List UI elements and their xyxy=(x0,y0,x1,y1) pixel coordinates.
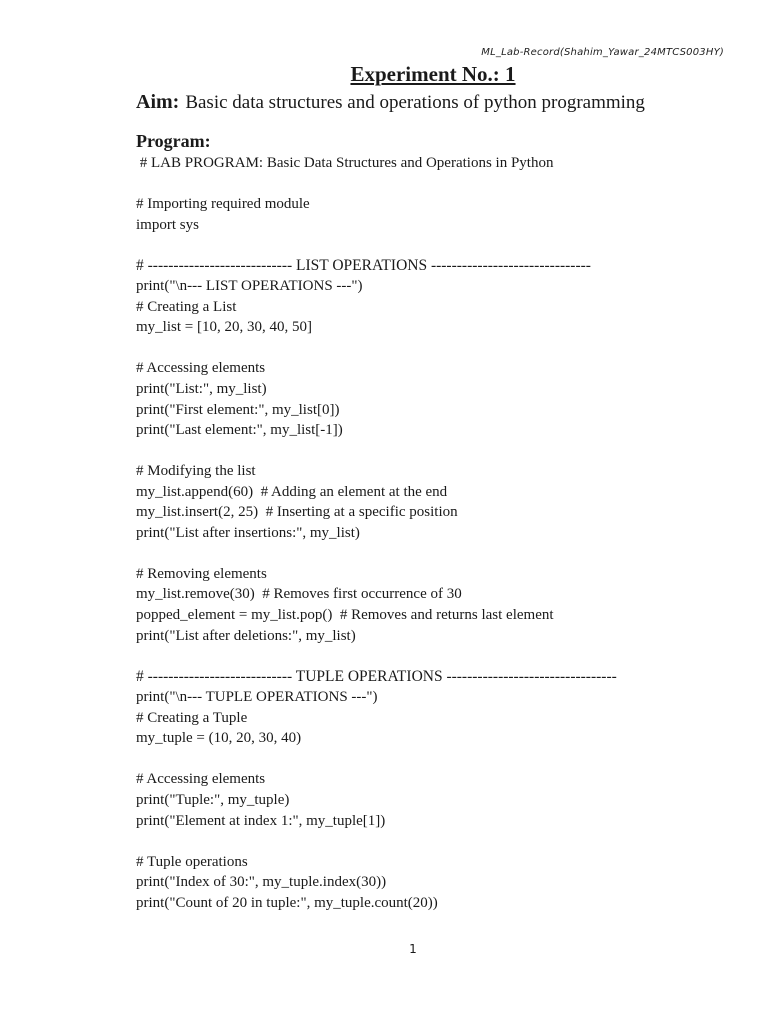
experiment-title-row xyxy=(0,62,768,87)
blank-line xyxy=(136,235,617,256)
code-line: # Tuple operations xyxy=(136,853,248,870)
code-line: print("\n--- LIST OPERATIONS ---") xyxy=(136,278,363,295)
blank-line xyxy=(136,646,617,667)
code-line: print("List:", my_list) xyxy=(136,381,267,398)
code-line: # ---------------------------- TUPLE OPERATIONS --------------------------------- xyxy=(136,667,617,685)
code-line: print("List after insertions:", my_list) xyxy=(136,524,360,541)
blank-line xyxy=(136,831,617,852)
code-line: popped_element = my_list.pop() # Removes and returns last element xyxy=(136,607,554,624)
code-line: # Removing elements xyxy=(136,565,267,582)
code-line: print("Count of 20 in tuple:", my_tuple.count(20)) xyxy=(136,894,438,911)
experiment-title: Experiment No.: 1 xyxy=(350,62,516,86)
blank-line xyxy=(136,441,617,462)
code-line: # ---------------------------- LIST OPERATIONS ------------------------------- xyxy=(136,256,591,274)
aim-line xyxy=(136,91,645,114)
code-line: my_list.append(60) # Adding an element at the end xyxy=(136,483,448,500)
code-line: print("First element:", my_list[0]) xyxy=(136,401,340,418)
code-line: my_list = [10, 20, 30, 40, 50] xyxy=(136,319,312,336)
code-line: my_list.insert(2, 25) # Inserting at a specific position xyxy=(136,504,458,521)
code-line: import sys xyxy=(136,216,199,233)
code-line: print("Last element:", my_list[-1]) xyxy=(136,422,343,439)
code-line: print("Element at index 1:", my_tuple[1]) xyxy=(136,812,386,829)
code-line: print("\n--- TUPLE OPERATIONS ---") xyxy=(136,689,378,706)
code-block xyxy=(136,153,617,913)
code-line: print("Index of 30:", my_tuple.index(30)) xyxy=(136,874,387,891)
page-number: 1 xyxy=(409,942,417,956)
code-line: # Creating a Tuple xyxy=(136,709,248,726)
code-line: print("List after deletions:", my_list) xyxy=(136,627,356,644)
code-line: # Importing required module xyxy=(136,196,310,213)
blank-line xyxy=(136,338,617,359)
code-line: my_list.remove(30) # Removes first occurrence of 30 xyxy=(136,586,462,603)
code-line: my_tuple = (10, 20, 30, 40) xyxy=(136,730,302,747)
aim-text: Basic data structures and operations of python programming xyxy=(185,92,645,113)
blank-line xyxy=(136,749,617,770)
blank-line xyxy=(136,174,617,195)
aim-label: Aim: xyxy=(136,91,180,113)
code-line: # Accessing elements xyxy=(136,771,266,788)
code-line: # Modifying the list xyxy=(136,463,256,480)
code-line: # Accessing elements xyxy=(136,360,266,377)
code-line: print("Tuple:", my_tuple) xyxy=(136,791,290,808)
blank-line xyxy=(136,543,617,564)
header-note: ML_Lab-Record(Shahim_Yawar_24MTCS003HY) xyxy=(481,47,724,58)
code-line: # Creating a List xyxy=(136,298,237,315)
code-line: # LAB PROGRAM: Basic Data Structures and Operations in Python xyxy=(136,155,554,171)
program-heading: Program: xyxy=(136,131,211,151)
